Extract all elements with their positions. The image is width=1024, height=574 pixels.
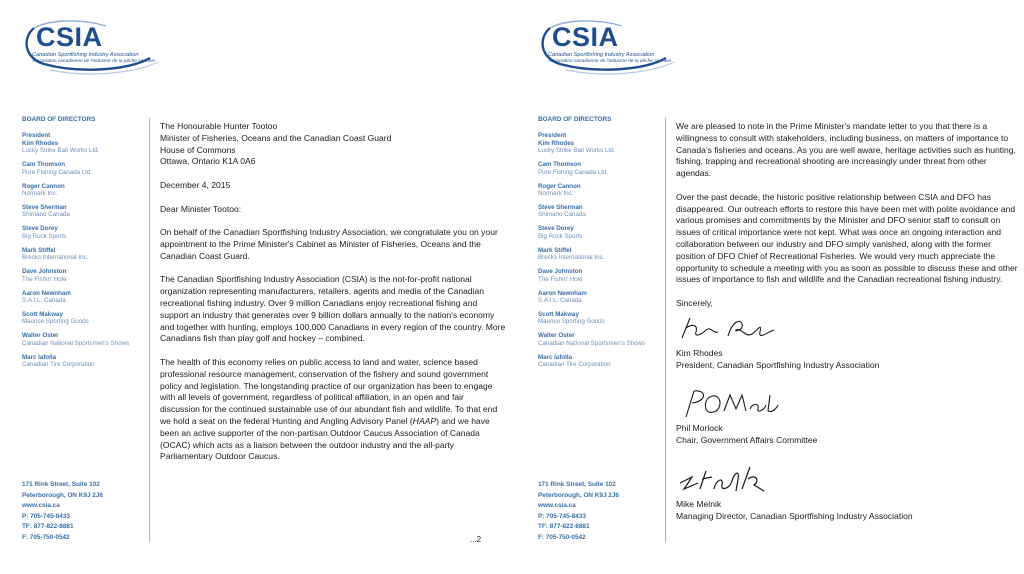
member-role: President <box>22 132 51 140</box>
board-member <box>538 354 658 369</box>
address-street: 171 Rink Street, Suite 102 <box>22 481 100 488</box>
board-member <box>538 311 658 326</box>
paragraph <box>160 357 506 463</box>
board-member <box>538 183 658 198</box>
signatory-title: Managing Director, Canadian Sportfishing Industry Association <box>676 510 913 521</box>
address-tollfree: TF: 877-822-8881 <box>22 523 74 531</box>
letter-body-page-1 <box>160 121 506 475</box>
logo-acronym: CSIA <box>552 22 619 52</box>
recipient-line: Minister of Fisheries, Oceans and the Canadian Coast Guard <box>160 132 392 143</box>
board-member <box>538 132 658 154</box>
board-member <box>22 332 142 347</box>
logo-name-fr: Association canadienne de l'industrie de la pêche sportive <box>32 59 156 64</box>
logo-name-fr: Association canadienne de l'industrie de la pêche sportive <box>548 59 672 64</box>
member-company: The Fishin' Hole <box>22 275 67 283</box>
member-name: Roger Cannon <box>538 182 581 190</box>
board-heading: BOARD OF DIRECTORS <box>22 116 96 123</box>
address-city: Peterborough, ON K9J 2J6 <box>22 491 103 499</box>
logo-acronym: CSIA <box>36 22 103 52</box>
member-name: Walter Oster <box>538 332 575 340</box>
member-company: S.A.I.L. Canada <box>22 297 66 305</box>
member-name: Aaron Newnham <box>22 289 71 297</box>
signatory-name: Mike Melnik <box>676 498 722 509</box>
closing: Sincerely, <box>676 297 713 308</box>
paragraph: The Canadian Sportfishing Industry Association (CSIA) is the not-for-profit national organization representing manufacturers, retailers, agents and media of the Canadian recreational fishing industry. Over 9 million Canadians enjoy recreational fishing and support an industry that generates over 9 billion dollars annually to the nation's economy and together with hunting, employs 100,000 Canadians in every region of the country. More Canadians fish than play golf and hockey – combined. <box>160 274 506 344</box>
member-company: Normark Inc. <box>22 190 58 198</box>
member-name: Cam Thomson <box>22 161 65 169</box>
letter-page-2 <box>516 0 1024 574</box>
address-web[interactable]: www.csia.ca <box>22 502 60 510</box>
member-name: Kim Rhodes <box>22 139 59 147</box>
member-company: Lucky Strike Bait Works Ltd. <box>538 147 616 155</box>
board-member <box>538 247 658 262</box>
divider-line <box>149 118 150 542</box>
address-phone: P: 705-745-8433 <box>538 512 586 520</box>
signatory-name: Kim Rhodes <box>676 347 723 358</box>
page-continuation-mark: ...2 <box>470 535 482 544</box>
recipient-line: House of Commons <box>160 144 236 155</box>
signatory-title: Chair, Government Affairs Committee <box>676 435 818 446</box>
member-name: Mark Stiffel <box>538 246 572 254</box>
signature-block <box>676 387 1022 447</box>
member-name: Cam Thomson <box>538 161 581 169</box>
board-member <box>22 247 142 262</box>
address-web[interactable]: www.csia.ca <box>538 502 576 510</box>
paragraph-text: ) and we have been an active supporter of the non-partisan Outdoor Caucus Association of Canada (OCAC) which acts as a liaison between the outdoor industry and the all-party Parliamentary Outdoor Caucus. <box>160 415 490 462</box>
signature-mike-melnik-icon <box>676 463 786 499</box>
member-company: Maurice Sporting Goods <box>538 318 605 326</box>
paragraph-text: The health of this economy relies on public access to land and water, science based professional resource management, conservation of the fishery and sound government policy and legislation. The longstanding practice of our organization has been to engage with all levels of government, regardless of political affiliation, in an open and fair discussion for the continued sustainable use of our abundant fish and wildlife. To that end we hold a seat on the federal Hunting and Angling Advisory Panel ( <box>160 356 498 426</box>
paragraph: On behalf of the Canadian Sportfishing Industry Association, we congratulate you on your appointment to the Prime Minister's Cabinet as Minister of Fisheries, Oceans and the Canadian Coast Guard. <box>160 227 498 261</box>
member-company: Pure Fishing Canada Ltd. <box>22 168 93 176</box>
board-member <box>22 132 142 154</box>
member-name: Roger Cannon <box>22 182 65 190</box>
address-street: 171 Rink Street, Suite 102 <box>538 481 616 488</box>
address-phone: P: 705-745-8433 <box>22 512 70 520</box>
board-member <box>22 290 142 305</box>
member-company: Shimano Canada <box>538 211 586 219</box>
board-member <box>538 290 658 305</box>
csia-logo <box>20 18 160 74</box>
member-company: Brecks International Inc. <box>22 254 89 262</box>
member-name: Marc Iafolla <box>538 353 573 361</box>
recipient-line: Ottawa, Ontario K1A 0A6 <box>160 156 256 167</box>
address-city: Peterborough, ON K9J 2J6 <box>538 491 619 499</box>
recipient-block <box>160 121 506 168</box>
member-name: Scott Makway <box>22 311 63 319</box>
member-company: Normark Inc. <box>538 190 574 198</box>
recipient-line: The Honourable Hunter Tootoo <box>160 121 278 131</box>
logo-name-en: Canadian Sportfishing Industry Association <box>548 52 655 58</box>
paragraph: We are pleased to note in the Prime Minister's mandate letter to you that there is a willingness to consult with stakeholders, including business, on matters of importance to Canada's fisheries and oceans. As you are well aware, heritage activities such as hunting, fishing, trapping and recreational shooting are increasingly under threat from other agendas. <box>676 121 1016 179</box>
salutation: Dear Minister Tootoo: <box>160 203 242 214</box>
board-member <box>22 354 142 369</box>
signature-kim-rhodes-icon <box>676 312 786 348</box>
board-member <box>538 161 658 176</box>
letter-body-page-2 <box>676 121 1022 523</box>
member-company: Big Rock Sports <box>538 232 583 240</box>
signature-block <box>676 463 1022 523</box>
member-name: Dave Johnston <box>538 268 583 276</box>
letter-date: December 4, 2015 <box>160 179 231 190</box>
contact-address <box>538 480 658 544</box>
logo-name-en: Canadian Sportfishing Industry Association <box>32 52 139 58</box>
member-company: S.A.I.L. Canada <box>538 297 582 305</box>
member-role: President <box>538 132 567 140</box>
member-name: Aaron Newnham <box>538 289 587 297</box>
member-company: Shimano Canada <box>22 211 70 219</box>
signature-block <box>676 312 1022 372</box>
divider-line <box>665 118 666 542</box>
signatory-name: Phil Morlock <box>676 423 723 434</box>
spacer <box>676 447 1022 461</box>
member-name: Walter Oster <box>22 332 59 340</box>
board-member <box>22 268 142 283</box>
member-name: Scott Makway <box>538 311 579 319</box>
member-company: Canadian National Sportsmen's Shows <box>538 339 646 347</box>
board-of-directors <box>22 116 142 375</box>
haap-abbrev: HAAP <box>412 415 437 426</box>
member-name: Kim Rhodes <box>538 139 575 147</box>
member-company: Canadian Tire Corporation <box>538 361 611 369</box>
board-member <box>538 332 658 347</box>
member-company: Canadian National Sportsmen's Shows <box>22 339 130 347</box>
csia-logo <box>536 18 676 74</box>
member-company: Pure Fishing Canada Ltd. <box>538 168 609 176</box>
board-member <box>22 311 142 326</box>
board-heading: BOARD OF DIRECTORS <box>538 116 612 123</box>
board-member <box>22 161 142 176</box>
member-company: Big Rock Sports <box>22 232 67 240</box>
board-member <box>22 204 142 219</box>
address-tollfree: TF: 877-822-8881 <box>538 523 590 531</box>
paragraph: Over the past decade, the historic positive relationship between CSIA and DFO has disappeared. Our outreach efforts to restore this have been met with polite avoidance and various promises and commitments by the Minister and DFO senior staff to consult on issues of critical importance were not kept. What was once an ongoing interaction and collaboration between our industry and DFO simply vanished, along with the former position of DFO Chief of Recreational Fisheries. We would very much appreciate the opportunity to schedule a meeting with you as soon as possible to discuss these and other issues of importance to fish and wildlife and the Canadian recreational fishing industry. <box>676 191 1018 285</box>
member-name: Steve Dorey <box>22 225 58 233</box>
address-fax: F: 705-750-0542 <box>22 533 70 541</box>
member-company: Brecks International Inc. <box>538 254 605 262</box>
member-company: Lucky Strike Bait Works Ltd. <box>22 147 100 155</box>
member-company: Maurice Sporting Goods <box>22 318 89 326</box>
signature-phil-morlock-icon <box>676 387 786 423</box>
contact-address <box>22 480 142 544</box>
signatory-title: President, Canadian Sportfishing Industry Association <box>676 359 880 370</box>
member-name: Marc Iafolla <box>22 353 57 361</box>
spacer <box>676 371 1022 385</box>
member-name: Steve Sherman <box>538 204 583 212</box>
member-name: Dave Johnston <box>22 268 67 276</box>
member-name: Steve Dorey <box>538 225 574 233</box>
member-company: Canadian Tire Corporation <box>22 361 95 369</box>
board-of-directors <box>538 116 658 375</box>
member-company: The Fishin' Hole <box>538 275 583 283</box>
board-member <box>22 183 142 198</box>
board-member <box>538 225 658 240</box>
board-member <box>538 204 658 219</box>
address-fax: F: 705-750-0542 <box>538 533 586 541</box>
board-member <box>22 225 142 240</box>
board-member <box>538 268 658 283</box>
member-name: Steve Sherman <box>22 204 67 212</box>
member-name: Mark Stiffel <box>22 246 56 254</box>
